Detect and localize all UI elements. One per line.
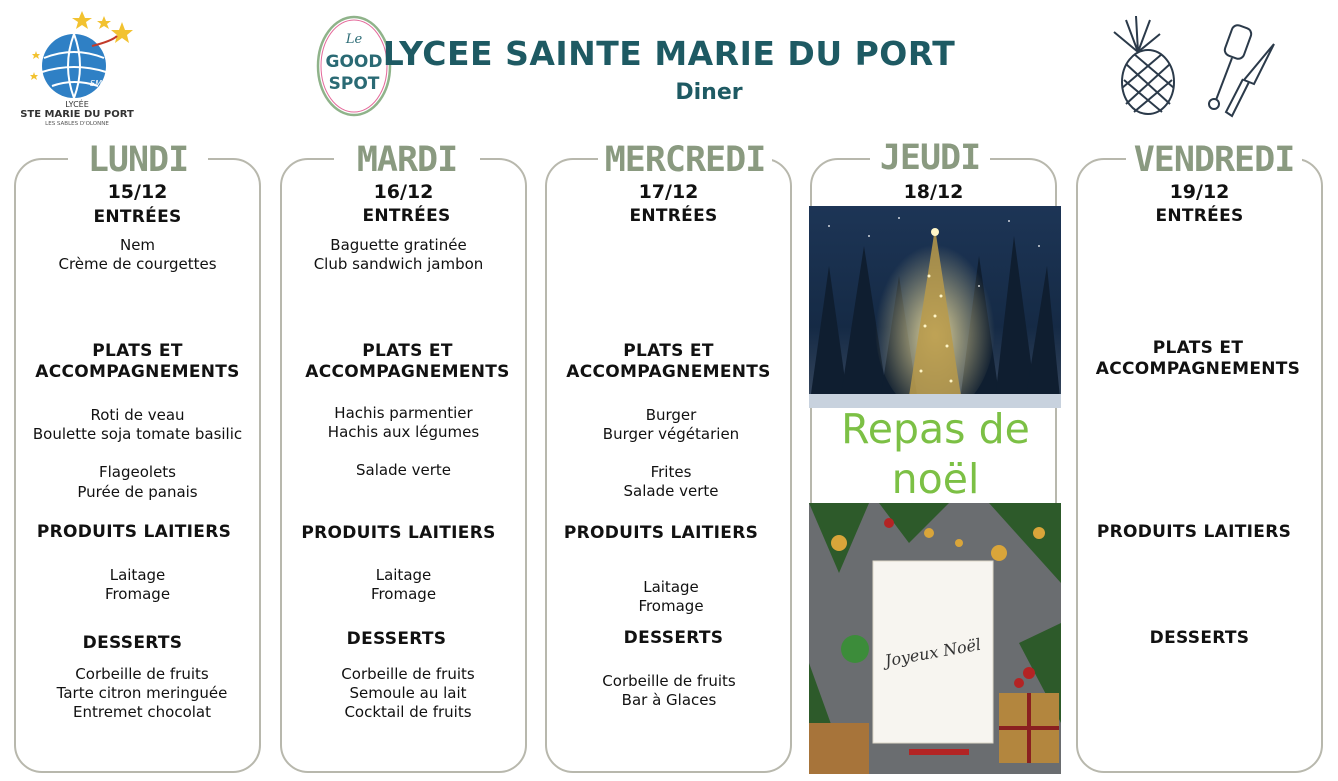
plat-mardi-2: Hachis aux légumes — [327, 423, 480, 441]
entrees-title-mardi: ENTRÉES — [362, 206, 451, 226]
plat-mercredi-1: Burger — [645, 406, 697, 424]
entree-lundi-1: Nem — [119, 236, 156, 254]
date-mardi: 16/12 — [373, 181, 434, 203]
christmas-tree-photo — [809, 206, 1061, 408]
dessert-mardi-1: Corbeille de fruits — [341, 665, 475, 683]
joyeux-noel-photo — [809, 503, 1061, 774]
dessert-mercredi-2: Bar à Glaces — [621, 691, 717, 709]
entrees-title-mercredi: ENTRÉES — [629, 206, 718, 226]
date-mercredi: 17/12 — [638, 181, 699, 203]
day-label-vendredi: VENDREDI — [1126, 138, 1302, 182]
plats-title-mardi — [284, 341, 531, 383]
plats-title-vendredi-text: PLATS ET ACCOMPAGNEMENTS — [1095, 338, 1301, 379]
date-lundi: 15/12 — [107, 181, 168, 203]
laitiers-title-mardi: PRODUITS LAITIERS — [301, 523, 496, 543]
laitier-lundi-1: Laitage — [109, 566, 166, 584]
accomp-mardi-1: Salade verte — [356, 461, 451, 479]
star-icon — [30, 72, 38, 80]
desserts-title-vendredi: DESSERTS — [1149, 628, 1250, 648]
entrees-title-lundi: ENTRÉES — [93, 207, 182, 227]
desserts-title-mardi: DESSERTS — [346, 629, 447, 649]
entrees-title-vendredi: ENTRÉES — [1155, 206, 1244, 226]
page-subtitle: Diner — [675, 80, 743, 105]
laitier-mercredi-2: Fromage — [638, 597, 704, 615]
school-logo-line3: LES SABLES D'OLONNE — [45, 121, 109, 127]
day-label-jeudi: JEUDI — [870, 136, 990, 180]
plats-title-lundi — [14, 341, 261, 383]
accomp-mercredi-1: Frites — [650, 463, 692, 481]
svg-text:Joyeux Noël: Joyeux Noël — [883, 634, 983, 671]
accomp-lundi-1: Flageolets — [98, 463, 176, 481]
entree-mardi-1: Baguette gratinée — [330, 236, 467, 254]
spatula-icon — [1209, 24, 1253, 109]
pineapple-icon — [1114, 16, 1174, 114]
plat-mercredi-2: Burger végétarien — [602, 425, 740, 443]
dessert-mercredi-1: Corbeille de fruits — [602, 672, 736, 690]
date-vendredi: 19/12 — [1169, 181, 1230, 203]
laitier-mercredi-1: Laitage — [643, 578, 699, 596]
day-label-mercredi: MERCREDI — [598, 138, 772, 182]
good-spot-good: GOOD — [325, 52, 383, 72]
knife-icon — [1226, 44, 1274, 116]
plats-title-mardi-text: PLATS ET ACCOMPAGNEMENTS — [305, 341, 510, 382]
dessert-mardi-2: Semoule au lait — [349, 684, 467, 702]
accomp-lundi-2: Purée de panais — [77, 483, 198, 501]
plat-mardi-1: Hachis parmentier — [334, 404, 473, 422]
good-spot-spot: SPOT — [328, 74, 380, 94]
plats-title-lundi-text: PLATS ET ACCOMPAGNEMENTS — [35, 341, 240, 382]
entree-mardi-2: Club sandwich jambon — [313, 255, 484, 273]
laitier-lundi-2: Fromage — [104, 585, 171, 603]
star-icon — [72, 11, 92, 29]
entree-lundi-2: Crème de courgettes — [58, 255, 217, 273]
plat-lundi-2: Boulette soja tomate basilic — [32, 425, 243, 443]
dessert-mardi-3: Cocktail de fruits — [344, 703, 472, 721]
laitiers-title-lundi: PRODUITS LAITIERS — [36, 522, 232, 542]
plats-title-mercredi-text: PLATS ET ACCOMPAGNEMENTS — [566, 341, 771, 382]
date-jeudi: 18/12 — [903, 181, 964, 203]
page-title: LYCEE SAINTE MARIE DU PORT — [382, 34, 956, 73]
laitiers-title-mercredi: PRODUITS LAITIERS — [563, 523, 759, 543]
plats-title-mercredi — [545, 341, 792, 383]
school-logo-line2: STE MARIE DU PORT — [20, 109, 134, 120]
laitier-mardi-1: Laitage — [375, 566, 432, 584]
plats-title-vendredi — [1076, 338, 1320, 380]
laitiers-title-vendredi: PRODUITS LAITIERS — [1096, 522, 1292, 542]
dessert-lundi-2: Tarte citron meringuée — [56, 684, 228, 702]
good-spot-le: Le — [345, 32, 363, 47]
day-card-vendredi — [1076, 158, 1323, 773]
accomp-mercredi-2: Salade verte — [623, 482, 719, 500]
school-logo-line1: LYCÉE — [65, 100, 89, 109]
laitier-mardi-2: Fromage — [370, 585, 437, 603]
day-label-mardi: MARDI — [334, 138, 480, 182]
day-label-lundi: LUNDI — [68, 138, 208, 182]
desserts-title-lundi: DESSERTS — [82, 633, 183, 653]
dessert-lundi-1: Corbeille de fruits — [75, 665, 209, 683]
dessert-lundi-3: Entremet chocolat — [72, 703, 212, 721]
plat-lundi-1: Roti de veau — [90, 406, 185, 424]
kitchen-illustration — [1104, 12, 1284, 124]
repas-de-noel-text: Repas de noël — [841, 405, 1030, 503]
desserts-title-mercredi: DESSERTS — [623, 628, 724, 648]
svg-text:SMP: SMP — [90, 79, 107, 88]
star-icon — [97, 16, 111, 29]
